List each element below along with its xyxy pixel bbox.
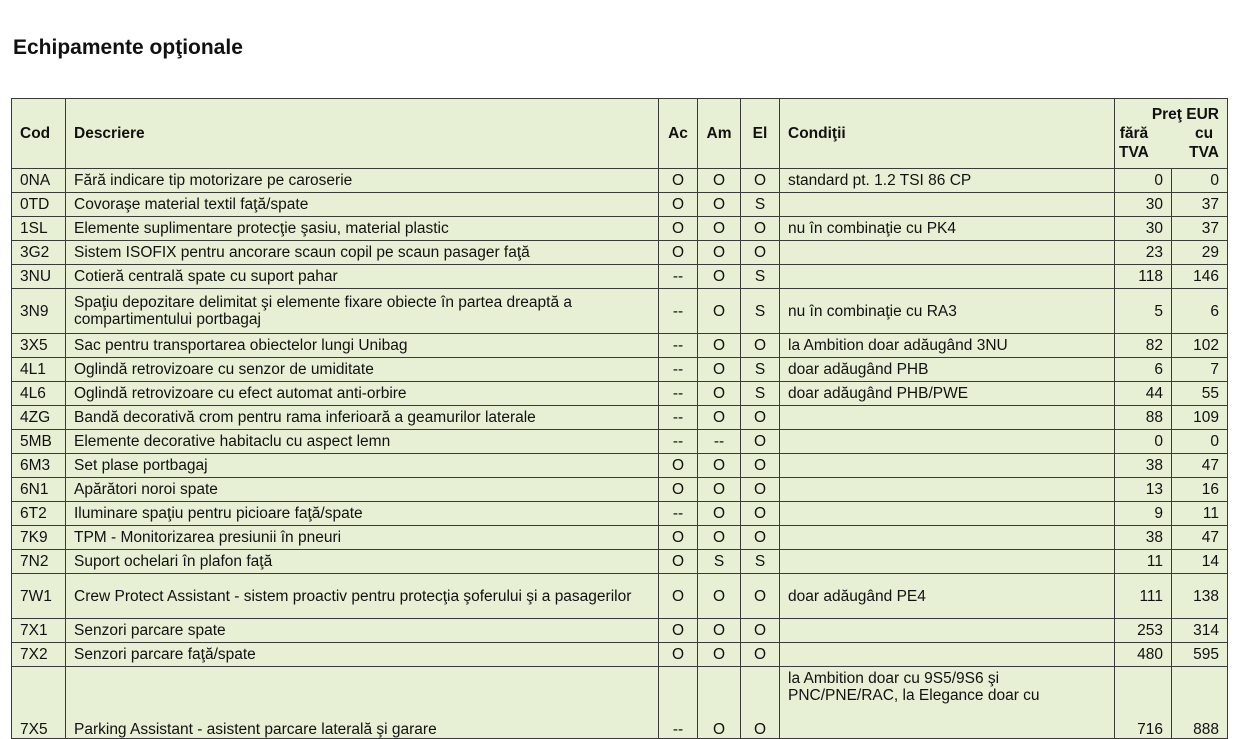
cell-pret-fara-tva: 9 — [1115, 502, 1172, 526]
cell-conditii — [780, 430, 1115, 454]
cell-el: O — [741, 643, 780, 667]
table-row — [12, 667, 1228, 739]
table-row — [12, 574, 1228, 619]
cell-pret-fara-tva: 38 — [1115, 526, 1172, 550]
cell-pret-cu-tva: 16 — [1172, 478, 1228, 502]
cell-am: O — [698, 454, 741, 478]
cell-pret-fara-tva: 0 — [1115, 169, 1172, 193]
cell-pret-cu-tva: 11 — [1172, 502, 1228, 526]
cell-pret-fara-tva: 6 — [1115, 358, 1172, 382]
table-row — [12, 643, 1228, 667]
header-ac: Ac — [659, 99, 698, 169]
cell-descriere: Parking Assistant - asistent parcare laterală şi garare — [66, 667, 659, 739]
cell-am: O — [698, 574, 741, 619]
cell-ac: O — [659, 169, 698, 193]
cell-el: O — [741, 502, 780, 526]
cell-am: O — [698, 334, 741, 358]
cell-pret-cu-tva: 14 — [1172, 550, 1228, 574]
cell-ac: O — [659, 619, 698, 643]
table-row — [12, 406, 1228, 430]
header-am: Am — [698, 99, 741, 169]
cell-pret-cu-tva: 314 — [1172, 619, 1228, 643]
cell-cod: 3G2 — [12, 241, 66, 265]
cell-descriere: Set plase portbagaj — [66, 454, 659, 478]
cell-ac: -- — [659, 406, 698, 430]
header-fara: fără TVA — [1119, 125, 1149, 161]
cell-conditii: doar adăugând PE4 — [780, 574, 1115, 619]
cell-pret-fara-tva: 11 — [1115, 550, 1172, 574]
cell-pret-cu-tva: 0 — [1172, 169, 1228, 193]
cell-descriere: Bandă decorativă crom pentru rama inferioară a geamurilor laterale — [66, 406, 659, 430]
options-table — [11, 98, 1228, 739]
cell-ac: O — [659, 550, 698, 574]
cell-conditii — [780, 526, 1115, 550]
page-title: Echipamente opţionale — [13, 36, 243, 59]
cell-ac: -- — [659, 358, 698, 382]
cell-conditii — [780, 265, 1115, 289]
cell-conditii — [780, 241, 1115, 265]
cell-ac: O — [659, 526, 698, 550]
cell-cod: 7X5 — [12, 667, 66, 739]
cell-descriere: Sac pentru transportarea obiectelor lungi Unibag — [66, 334, 659, 358]
cell-am: O — [698, 478, 741, 502]
table-row — [12, 619, 1228, 643]
cell-el: O — [741, 430, 780, 454]
cell-descriere: Iluminare spaţiu pentru picioare faţă/spate — [66, 502, 659, 526]
cell-ac: O — [659, 478, 698, 502]
cell-descriere: Elemente suplimentare protecţie şasiu, material plastic — [66, 217, 659, 241]
cell-cod: 0NA — [12, 169, 66, 193]
table-row — [12, 358, 1228, 382]
table-row — [12, 265, 1228, 289]
cell-descriere: Fără indicare tip motorizare pe caroserie — [66, 169, 659, 193]
cell-cod: 4ZG — [12, 406, 66, 430]
table-row — [12, 550, 1228, 574]
cell-cod: 7X2 — [12, 643, 66, 667]
cell-ac: -- — [659, 382, 698, 406]
cell-ac: O — [659, 574, 698, 619]
cell-pret-cu-tva: 29 — [1172, 241, 1228, 265]
cell-pret-fara-tva: 88 — [1115, 406, 1172, 430]
cell-am: O — [698, 217, 741, 241]
cell-descriere: Apărători noroi spate — [66, 478, 659, 502]
cell-conditii: la Ambition doar adăugând 3NU — [780, 334, 1115, 358]
cell-conditii: doar adăugând PHB/PWE — [780, 382, 1115, 406]
cell-cod: 6M3 — [12, 454, 66, 478]
cell-pret-cu-tva: 47 — [1172, 526, 1228, 550]
cell-pret-fara-tva: 716 — [1115, 667, 1172, 739]
header-pret-eur: Preţ EUR — [1151, 106, 1219, 123]
cell-am: O — [698, 193, 741, 217]
cell-el: O — [741, 334, 780, 358]
table-row — [12, 334, 1228, 358]
cell-descriere: Oglindă retrovizoare cu senzor de umiditate — [66, 358, 659, 382]
cell-am: O — [698, 382, 741, 406]
header-conditii: Condiţii — [780, 99, 1115, 169]
cell-pret-cu-tva: 7 — [1172, 358, 1228, 382]
cell-am: O — [698, 406, 741, 430]
cell-descriere: Oglindă retrovizoare cu efect automat anti-orbire — [66, 382, 659, 406]
cell-ac: O — [659, 454, 698, 478]
cell-el: S — [741, 358, 780, 382]
table-row — [12, 169, 1228, 193]
header-cod: Cod — [12, 99, 66, 169]
cell-pret-cu-tva: 0 — [1172, 430, 1228, 454]
cell-conditii — [780, 406, 1115, 430]
cell-ac: -- — [659, 430, 698, 454]
cell-conditii: nu în combinaţie cu PK4 — [780, 217, 1115, 241]
cell-am: S — [698, 550, 741, 574]
cell-cod: 7X1 — [12, 619, 66, 643]
cell-ac: O — [659, 217, 698, 241]
cell-descriere: Elemente decorative habitaclu cu aspect lemn — [66, 430, 659, 454]
cell-cod: 7K9 — [12, 526, 66, 550]
cell-am: O — [698, 169, 741, 193]
table-row — [12, 217, 1228, 241]
cell-conditii: la Ambition doar cu 9S5/9S6 şi PNC/PNE/RAC, la Elegance doar cu — [780, 667, 1115, 739]
cell-conditii: nu în combinaţie cu RA3 — [780, 289, 1115, 334]
cell-el: O — [741, 526, 780, 550]
cell-pret-fara-tva: 44 — [1115, 382, 1172, 406]
cell-el: S — [741, 265, 780, 289]
cell-el: O — [741, 574, 780, 619]
cell-el: O — [741, 406, 780, 430]
cell-el: S — [741, 289, 780, 334]
cell-pret-cu-tva: 888 — [1172, 667, 1228, 739]
cell-cod: 5MB — [12, 430, 66, 454]
table-row — [12, 502, 1228, 526]
cell-pret-fara-tva: 480 — [1115, 643, 1172, 667]
cell-cod: 7W1 — [12, 574, 66, 619]
cell-cod: 7N2 — [12, 550, 66, 574]
cell-pret-cu-tva: 55 — [1172, 382, 1228, 406]
table-row — [12, 193, 1228, 217]
cell-conditii — [780, 502, 1115, 526]
cell-conditii — [780, 478, 1115, 502]
header-descriere: Descriere — [66, 99, 659, 169]
cell-pret-cu-tva: 47 — [1172, 454, 1228, 478]
cell-el: O — [741, 667, 780, 739]
cell-pret-fara-tva: 23 — [1115, 241, 1172, 265]
cell-descriere: Crew Protect Assistant - sistem proactiv pentru protecţia şoferului şi a pasagerilor — [66, 574, 659, 619]
header-pret — [1115, 99, 1228, 169]
cell-am: O — [698, 358, 741, 382]
cell-pret-fara-tva: 111 — [1115, 574, 1172, 619]
cell-conditii: doar adăugând PHB — [780, 358, 1115, 382]
cell-ac: -- — [659, 502, 698, 526]
cell-am: O — [698, 667, 741, 739]
table-body — [12, 169, 1228, 739]
cell-descriere: Cotieră centrală spate cu suport pahar — [66, 265, 659, 289]
cell-el: S — [741, 550, 780, 574]
table-row — [12, 430, 1228, 454]
header-cu: cu TVA — [1189, 125, 1219, 161]
cell-pret-fara-tva: 30 — [1115, 193, 1172, 217]
cell-conditii — [780, 550, 1115, 574]
cell-pret-fara-tva: 5 — [1115, 289, 1172, 334]
cell-ac: O — [659, 643, 698, 667]
cell-el: O — [741, 478, 780, 502]
cell-el: O — [741, 454, 780, 478]
cell-pret-cu-tva: 109 — [1172, 406, 1228, 430]
cell-am: O — [698, 526, 741, 550]
table-header — [12, 99, 1228, 169]
cell-ac: O — [659, 241, 698, 265]
cell-conditii — [780, 193, 1115, 217]
cell-cod: 3NU — [12, 265, 66, 289]
cell-pret-fara-tva: 38 — [1115, 454, 1172, 478]
cell-pret-fara-tva: 30 — [1115, 217, 1172, 241]
cell-el: O — [741, 169, 780, 193]
cell-am: O — [698, 241, 741, 265]
cell-pret-fara-tva: 13 — [1115, 478, 1172, 502]
cell-conditii — [780, 643, 1115, 667]
table-row — [12, 454, 1228, 478]
cell-el: O — [741, 217, 780, 241]
cell-cod: 3X5 — [12, 334, 66, 358]
table-row — [12, 526, 1228, 550]
cell-pret-cu-tva: 146 — [1172, 265, 1228, 289]
cell-cod: 1SL — [12, 217, 66, 241]
cell-am: O — [698, 619, 741, 643]
cell-pret-cu-tva: 138 — [1172, 574, 1228, 619]
cell-pret-cu-tva: 37 — [1172, 193, 1228, 217]
cell-cod: 6N1 — [12, 478, 66, 502]
cell-el: O — [741, 619, 780, 643]
cell-cod: 3N9 — [12, 289, 66, 334]
table-row — [12, 241, 1228, 265]
cell-el: O — [741, 241, 780, 265]
cell-pret-fara-tva: 0 — [1115, 430, 1172, 454]
cell-descriere: TPM - Monitorizarea presiunii în pneuri — [66, 526, 659, 550]
cell-am: O — [698, 265, 741, 289]
cell-conditii: standard pt. 1.2 TSI 86 CP — [780, 169, 1115, 193]
cell-pret-fara-tva: 82 — [1115, 334, 1172, 358]
cell-ac: -- — [659, 289, 698, 334]
cell-conditii — [780, 619, 1115, 643]
cell-descriere: Sistem ISOFIX pentru ancorare scaun copil pe scaun pasager faţă — [66, 241, 659, 265]
table-row — [12, 289, 1228, 334]
header-el: El — [741, 99, 780, 169]
cell-descriere: Spaţiu depozitare delimitat şi elemente fixare obiecte în partea dreaptă a compartimentului portbagaj — [66, 289, 659, 334]
table-row — [12, 478, 1228, 502]
cell-cod: 0TD — [12, 193, 66, 217]
cell-am: O — [698, 643, 741, 667]
cell-descriere: Suport ochelari în plafon faţă — [66, 550, 659, 574]
cell-pret-cu-tva: 6 — [1172, 289, 1228, 334]
cell-descriere: Senzori parcare spate — [66, 619, 659, 643]
cell-cod: 4L6 — [12, 382, 66, 406]
cell-ac: O — [659, 193, 698, 217]
cell-pret-cu-tva: 102 — [1172, 334, 1228, 358]
cell-ac: -- — [659, 265, 698, 289]
cell-cod: 4L1 — [12, 358, 66, 382]
cell-cod: 6T2 — [12, 502, 66, 526]
cell-el: S — [741, 193, 780, 217]
cell-conditii — [780, 454, 1115, 478]
cell-pret-cu-tva: 595 — [1172, 643, 1228, 667]
cell-ac: -- — [659, 667, 698, 739]
cell-el: S — [741, 382, 780, 406]
cell-pret-fara-tva: 253 — [1115, 619, 1172, 643]
cell-am: O — [698, 289, 741, 334]
table-row — [12, 382, 1228, 406]
cell-pret-cu-tva: 37 — [1172, 217, 1228, 241]
cell-pret-fara-tva: 118 — [1115, 265, 1172, 289]
cell-am: -- — [698, 430, 741, 454]
cell-ac: -- — [659, 334, 698, 358]
cell-descriere: Senzori parcare faţă/spate — [66, 643, 659, 667]
cell-am: O — [698, 502, 741, 526]
cell-descriere: Covoraşe material textil faţă/spate — [66, 193, 659, 217]
